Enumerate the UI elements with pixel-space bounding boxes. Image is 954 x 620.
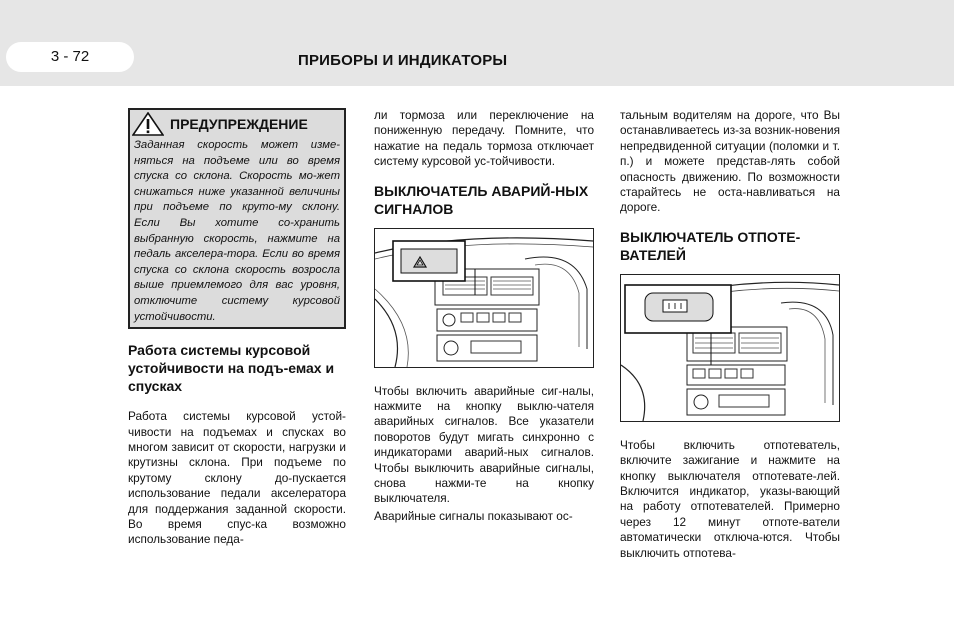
defogger-text: Чтобы включить отпотеватель, включите зажигание и нажмите на кнопку выключателя отпотевате-лей. Включится индикатор, указы-вающий на работу отпотевателей. Примерно через 12 минут отпоте-ватели автоматически отключа-ются. Чтобы выключить отпотева-: [620, 437, 840, 560]
hazard-text-continued: Аварийные сигналы показывают ос-: [374, 508, 573, 523]
defogger-switch-heading: ВЫКЛЮЧАТЕЛЬ ОТПОТЕ-ВАТЕЛЕЙ: [620, 228, 801, 263]
warning-text: Заданная скорость может изме-няться на подъеме или во время спуска со склона. Скорость мо-жет снижаться ниже указанной величины при подъеме по круто-му склону. Если Вы хотите со-хранить выбранную скорость, нажмите на педаль акселера-тора. Если во время спуска со склона скорость возросла выше приемлемого для вас уровня, отключите систему курсовой устойчивости.: [134, 139, 340, 323]
warning-header: [130, 110, 344, 136]
header-band: [0, 0, 954, 86]
page-number: 3 - 72: [6, 42, 134, 72]
warning-box: [128, 108, 346, 329]
hazard-text: Чтобы включить аварийные сиг-налы, нажмите на кнопку выклю-чателя аварийных сигналов. Все указатели поворотов будут мигать синхронно с индикаторами аварий-ных сигналов. Чтобы выключить аварийные сигналы, снова нажми-те на кнопку выключателя.: [374, 383, 594, 506]
section-title: ПРИБОРЫ И ИНДИКАТОРЫ: [298, 52, 508, 69]
defogger-switch-illustration: [620, 274, 840, 422]
cruise-hills-text: Работа системы курсовой устой-чивости на подъемах и спусках во многом зависит от скорости, нагрузки и крутизны склона. При подъеме по крутому склону до-пускается использование педали акселератора для поддержания заданной скорости. Во время спус-ка возможно использование педа-: [128, 409, 346, 547]
warning-triangle-icon: [132, 112, 164, 136]
column-1: [128, 108, 346, 548]
column-3: [620, 108, 840, 561]
hazard-switch-heading: ВЫКЛЮЧАТЕЛЬ АВАРИЙ-НЫХ СИГНАЛОВ: [374, 182, 589, 217]
hazard-purpose-text: тальным водителям на дороге, что Вы останавливаетесь из-за возник-новения непредвиденной ситуации (поломки и т. п.) и можете представ-лять собой опасность движению. По возможности старайтесь не оста-навливаться на дороге.: [620, 108, 840, 215]
column-2: [374, 108, 594, 524]
warning-title: ПРЕДУПРЕЖДЕНИЕ: [170, 116, 308, 132]
cruise-hills-heading: Работа системы курсовой устойчивости на подъ-емах и спусках: [128, 342, 335, 395]
hazard-switch-illustration: [374, 228, 594, 368]
brake-text: ли тормоза или переключение на пониженную передачу. Помните, что нажатие на педаль тормоза отключает систему курсовой ус-тойчивости.: [374, 108, 594, 169]
